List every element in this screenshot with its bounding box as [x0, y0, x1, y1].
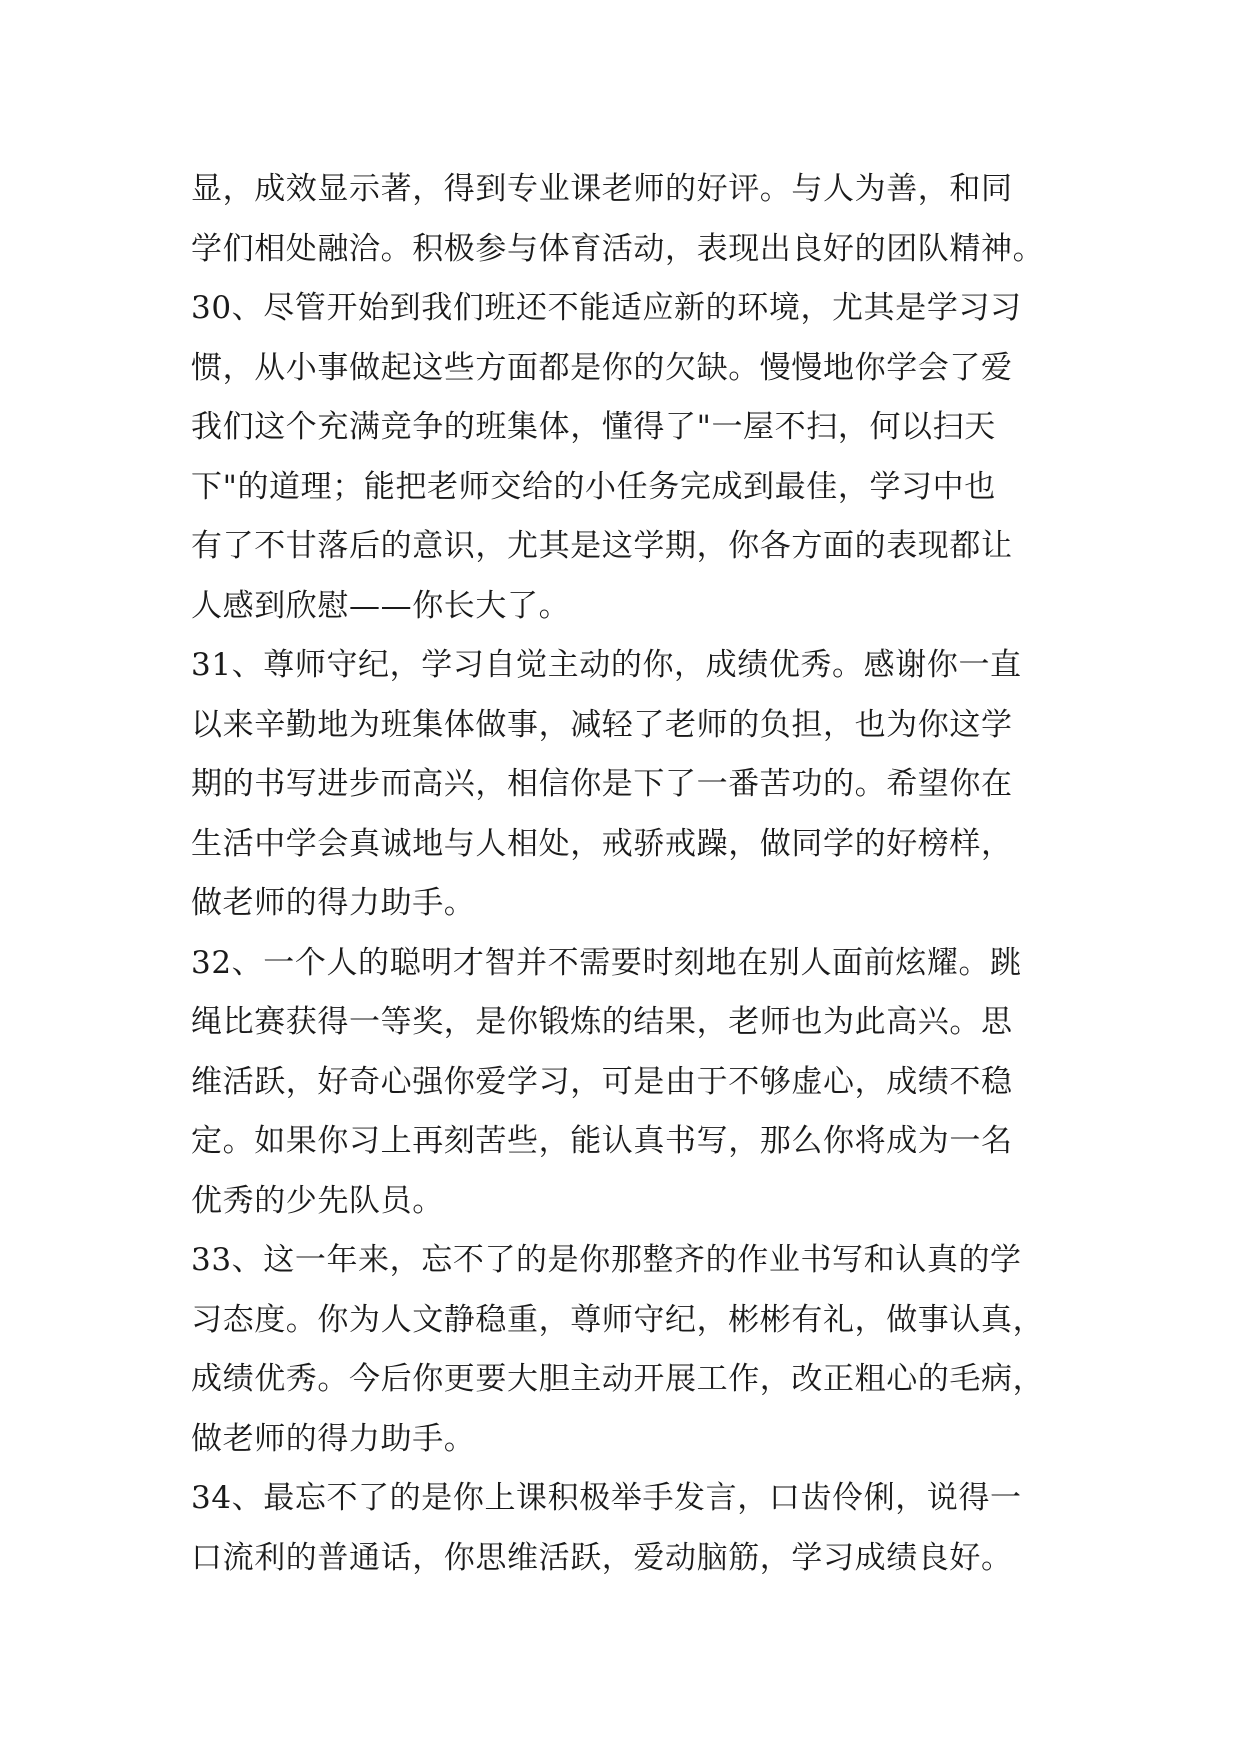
text-line: 习态度。你为人文静稳重，尊师守纪，彬彬有礼，做事认真，: [191, 1301, 1045, 1338]
text-line: 人感到欣慰——你长大了。: [191, 587, 571, 624]
text-line: 有了不甘落后的意识，尤其是这学期，你各方面的表现都让: [191, 528, 1013, 564]
text-line: 优秀的少先队员。: [191, 1182, 444, 1219]
text-line: 学们相处融洽。积极参与体育活动，表现出良好的团队精神。: [191, 230, 1045, 267]
text-line: 做老师的得力助手。: [191, 1420, 476, 1457]
text-line: 期的书写进步而高兴，相信你是下了一番苦功的。希望你在: [191, 766, 1013, 802]
text-line: 惯，从小事做起这些方面都是你的欠缺。慢慢地你学会了爱: [191, 349, 1013, 386]
text-line: 我们这个充满竞争的班集体，懂得了"一屋不扫，何以扫天: [191, 409, 996, 445]
text-line: 下"的道理；能把老师交给的小任务完成到最佳，学习中也: [191, 468, 996, 505]
text-line: 34、最忘不了的是你上课积极举手发言，口齿伶俐，说得一: [191, 1480, 1022, 1516]
text-line: 维活跃，好奇心强你爱学习，可是由于不够虚心，成绩不稳: [191, 1063, 1013, 1100]
text-line: 以来辛勤地为班集体做事，减轻了老师的负担，也为你这学: [191, 706, 1013, 743]
text-line: 显，成效显示著，得到专业课老师的好评。与人为善，和同: [191, 171, 1013, 207]
text-line: 33、这一年来，忘不了的是你那整齐的作业书写和认真的学: [191, 1242, 1022, 1278]
text-line: 30、尽管开始到我们班还不能适应新的环境，尤其是学习习: [191, 290, 1022, 326]
text-line: 定。如果你习上再刻苦些，能认真书写，那么你将成为一名: [191, 1123, 1013, 1159]
text-line: 生活中学会真诚地与人相处，戒骄戒躁，做同学的好榜样，: [191, 825, 1013, 862]
text-line: 32、一个人的聪明才智并不需要时刻地在别人面前炫耀。跳: [191, 944, 1022, 981]
text-line: 成绩优秀。今后你更要大胆主动开展工作，改正粗心的毛病，: [191, 1361, 1045, 1397]
text-line: 口流利的普通话，你思维活跃，爱动脑筋，学习成绩良好。: [191, 1539, 1013, 1576]
document-body: [191, 160, 1071, 1588]
text-line: 31、尊师守纪，学习自觉主动的你，成绩优秀。感谢你一直: [191, 647, 1022, 683]
text-line: 绳比赛获得一等奖，是你锻炼的结果，老师也为此高兴。思: [191, 1004, 1013, 1040]
text-line: 做老师的得力助手。: [191, 885, 476, 921]
